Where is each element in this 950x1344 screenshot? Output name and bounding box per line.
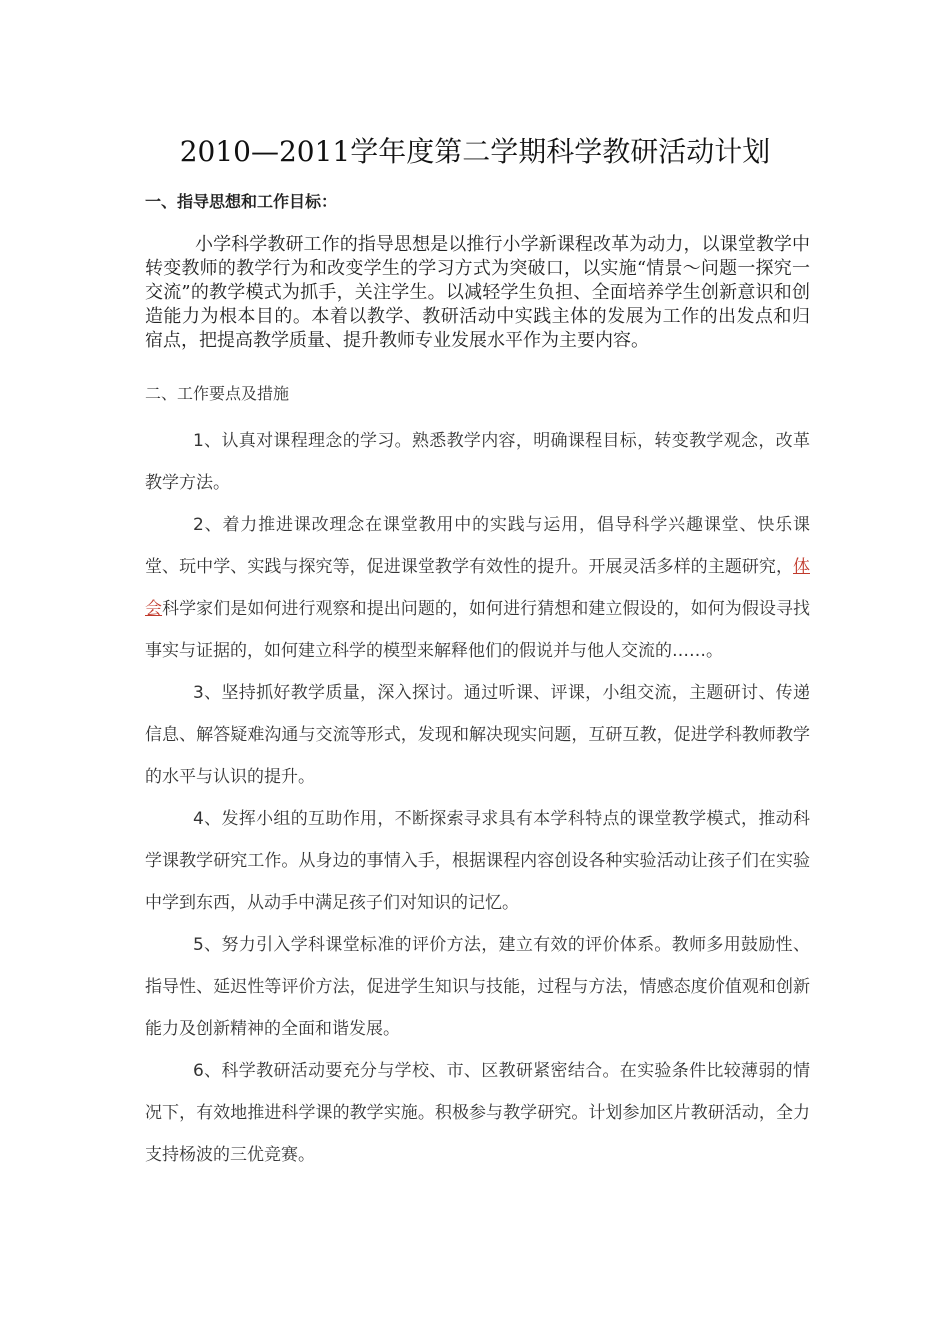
section-paragraph-guiding-thought: 小学科学教研工作的指导思想是以推行小学新课程改革为动力，以课堂教学中转变教师的教学行为和改变学生的学习方式为突破口，以实施“情景～问题一探究一交流”的教学模式为抓手，关注学生。以减轻学生负担、全面培养学生创新意识和创造能力为根本目的。本着以教学、教研活动中实践主体的发展为工作的出发点和归宿点，把提高教学质量、提升教师专业发展水平作为主要内容。 — [145, 234, 810, 351]
work-point-1: 1、认真对课程理念的学习。熟悉教学内容，明确课程目标，转变教学观念，改革教学方法。 — [145, 431, 810, 493]
work-points-list — [145, 420, 810, 1176]
work-point-4: 4、发挥小组的互助作用，不断探索寻求具有本学科特点的课堂教学模式，推动科学课教学研究工作。从身边的事情入手，根据课程内容创设各种实验活动让孩子们在实验中学到东西，从动手中满足孩子们对知识的记忆。 — [145, 809, 810, 913]
work-point-3: 3、坚持抓好教学质量，深入探讨。通过听课、评课，小组交流，主题研讨、传递信息、解答疑难沟通与交流等形式，发现和解决现实问题，互研互教，促进学科教师教学的水平与认识的提升。 — [145, 683, 810, 787]
page-title: 2010—2011学年度第二学期科学教研活动计划 — [179, 135, 771, 168]
work-point-2 — [145, 504, 810, 672]
work-point-5: 5、努力引入学科课堂标准的评价方法，建立有效的评价体系。教师多用鼓励性、指导性、延迟性等评价方法，促进学生知识与技能，过程与方法，情感态度价值观和创新能力及创新精神的全面和谐发展。 — [145, 935, 810, 1039]
work-point-6: 6、科学教研活动要充分与学校、市、区教研紧密结合。在实验条件比较薄弱的情况下，有效地推进科学课的教学实施。积极参与教学研究。计划参加区片教研活动，全力支持杨波的三优竞赛。 — [145, 1061, 810, 1165]
work-point-2-text-after: 科学家们是如何进行观察和提出问题的，如何进行猜想和建立假设的，如何为假设寻找事实与证据的，如何建立科学的模型来解释他们的假说并与他人交流的……。 — [145, 599, 811, 661]
tihui-link[interactable]: 体会 — [145, 557, 810, 619]
section-heading-work-points: 二、工作要点及措施 — [145, 384, 290, 403]
work-point-2-text-before: 2、着力推进课改理念在课堂教用中的实践与运用，倡导科学兴趣课堂、快乐课堂、玩中学、实践与探究等，促进课堂教学有效性的提升。开展灵活多样的主题研究， — [145, 515, 810, 577]
section-heading-guiding-thought: 一、指导思想和工作目标： — [145, 192, 338, 211]
